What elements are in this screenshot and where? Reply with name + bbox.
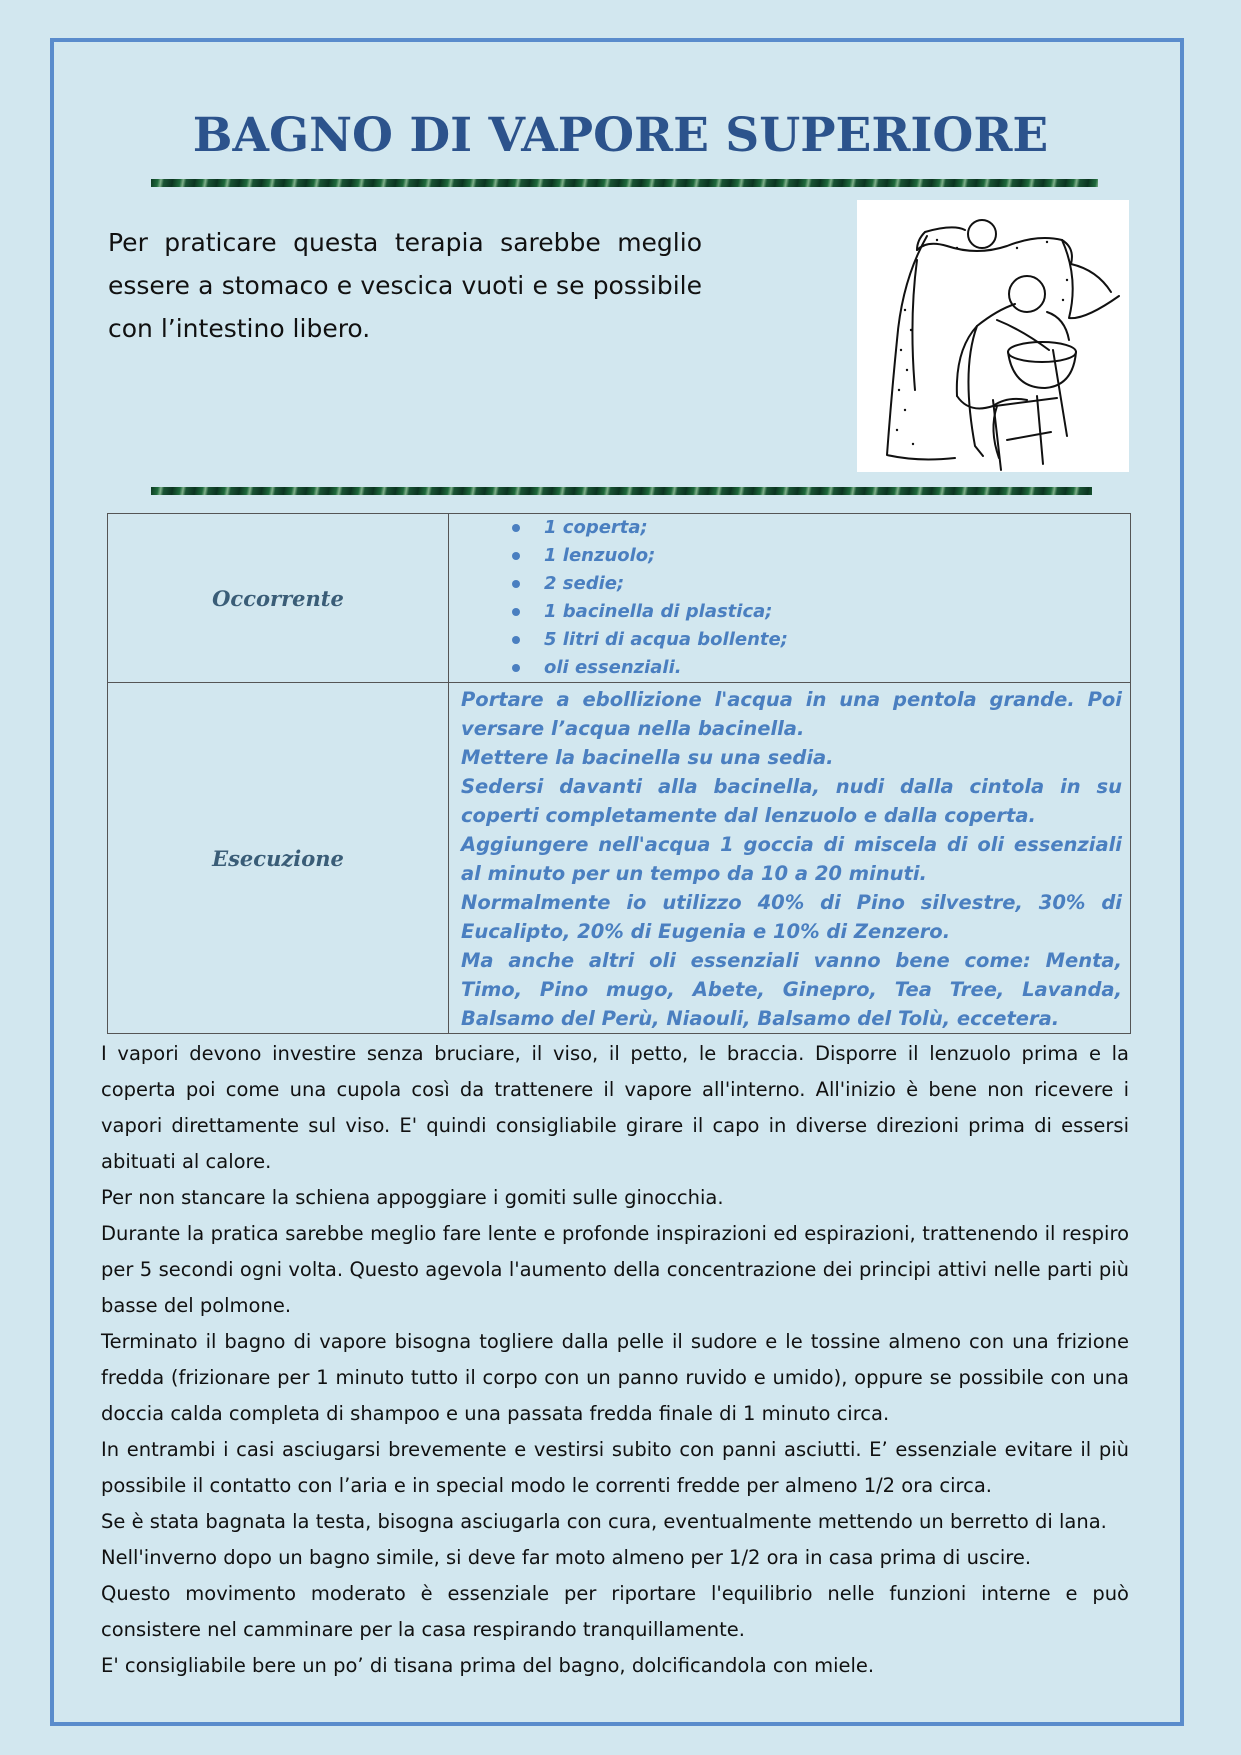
step-text: Normalmente io utilizzo 40% di Pino silvestre, 30% di Eucalipto, 20% di Eugenia e 10% di Zenzero.: [461, 891, 1122, 943]
body-paragraph: Se è stata bagnata la testa, bisogna asciugarla con cura, eventualmente mettendo un berretto di lana.: [101, 1510, 1107, 1533]
list-item: 1 bacinella di plastica;: [544, 598, 1130, 626]
body-paragraph: Durante la pratica sarebbe meglio fare lente e profonde inspirazioni ed espirazioni, trattenendo il respiro per 5 secondi ogni volta. Questo agevola l'aumento della concentrazione dei principi attivi nelle parti più basse del polmone.: [101, 1222, 1129, 1317]
body-paragraph: Terminato il bagno di vapore bisogna togliere dalla pelle il sudore e le tossine almeno con una frizione fredda (frizionare per 1 minuto tutto il corpo con un panno ruvido e umido), oppure se possibile con una doccia calda completa di shampoo e una passata fredda finale di 1 minuto circa.: [101, 1330, 1129, 1425]
body-paragraph: Per non stancare la schiena appoggiare i gomiti sulle ginocchia.: [101, 1186, 724, 1209]
table-row-occorrente: [108, 514, 1131, 683]
list-item: 5 litri di acqua bollente;: [544, 626, 1130, 654]
esecuzione-label: Esecuzione: [108, 683, 449, 1034]
step-text: Mettere la bacinella su una sedia.: [461, 746, 834, 769]
page-title: BAGNO DI VAPORE SUPERIORE: [192, 108, 1049, 163]
step-text: Sedersi davanti alla bacinella, nudi dalla cintola in su coperti completamente dal lenzuolo e dalla coperta.: [461, 775, 1122, 827]
intro-paragraph: Per praticare questa terapia sarebbe meglio essere a stomaco e vescica vuoti e se possibile con l’intestino libero.: [108, 228, 702, 343]
steam-bath-illustration: [857, 200, 1129, 472]
body-paragraph: Questo movimento moderato è essenziale per riportare l'equilibrio nelle funzioni interne e può consistere nel camminare per la casa respirando tranquillamente.: [101, 1582, 1129, 1641]
body-paragraph: I vapori devono investire senza bruciare, il viso, il petto, le braccia. Disporre il lenzuolo prima e la coperta poi come una cupola così da trattenere il vapore all'interno. All'inizio è bene non ricevere i vapori direttamente sul viso. E' quindi consigliabile girare il capo in diverse direzioni prima di essersi abituati al calore.: [101, 1042, 1129, 1173]
instructions-table: [107, 513, 1131, 1034]
body-paragraph: In entrambi i casi asciugarsi brevemente e vestirsi subito con panni asciutti. E’ essenziale evitare il più possibile il contatto con l’aria e in special modo le correnti fredde per almeno 1/2 ora circa.: [101, 1438, 1129, 1497]
table-row-esecuzione: [108, 683, 1131, 1034]
body-paragraph: Nell'inverno dopo un bagno simile, si deve far moto almeno per 1/2 ora in casa prima di uscire.: [101, 1546, 1032, 1569]
esecuzione-steps: [449, 683, 1131, 1034]
body-text: [101, 1036, 1129, 1684]
occorrente-items: [449, 514, 1131, 683]
step-text: Portare a ebollizione l'acqua in una pentola grande. Poi versare l’acqua nella bacinella.: [461, 688, 1122, 740]
step-text: Aggiungere nell'acqua 1 goccia di miscela di oli essenziali al minuto per un tempo da 10 a 20 minuti.: [461, 833, 1122, 885]
decorative-divider-middle: [151, 487, 1092, 495]
decorative-divider-top: [151, 179, 1098, 187]
list-item: 1 lenzuolo;: [544, 542, 1130, 570]
body-paragraph: E' consigliabile bere un po’ di tisana prima del bagno, dolcificandola con miele.: [101, 1654, 875, 1677]
list-item: 2 sedie;: [544, 570, 1130, 598]
list-item: oli essenziali.: [544, 654, 1130, 682]
step-text: Ma anche altri oli essenziali vanno bene come: Menta, Timo, Pino mugo, Abete, Ginepro, Tea Tree, Lavanda, Balsamo del Perù, Niaouli, Balsamo del Tolù, eccetera.: [461, 949, 1122, 1030]
list-item: 1 coperta;: [544, 514, 1130, 542]
occorrente-label: Occorrente: [108, 514, 449, 683]
